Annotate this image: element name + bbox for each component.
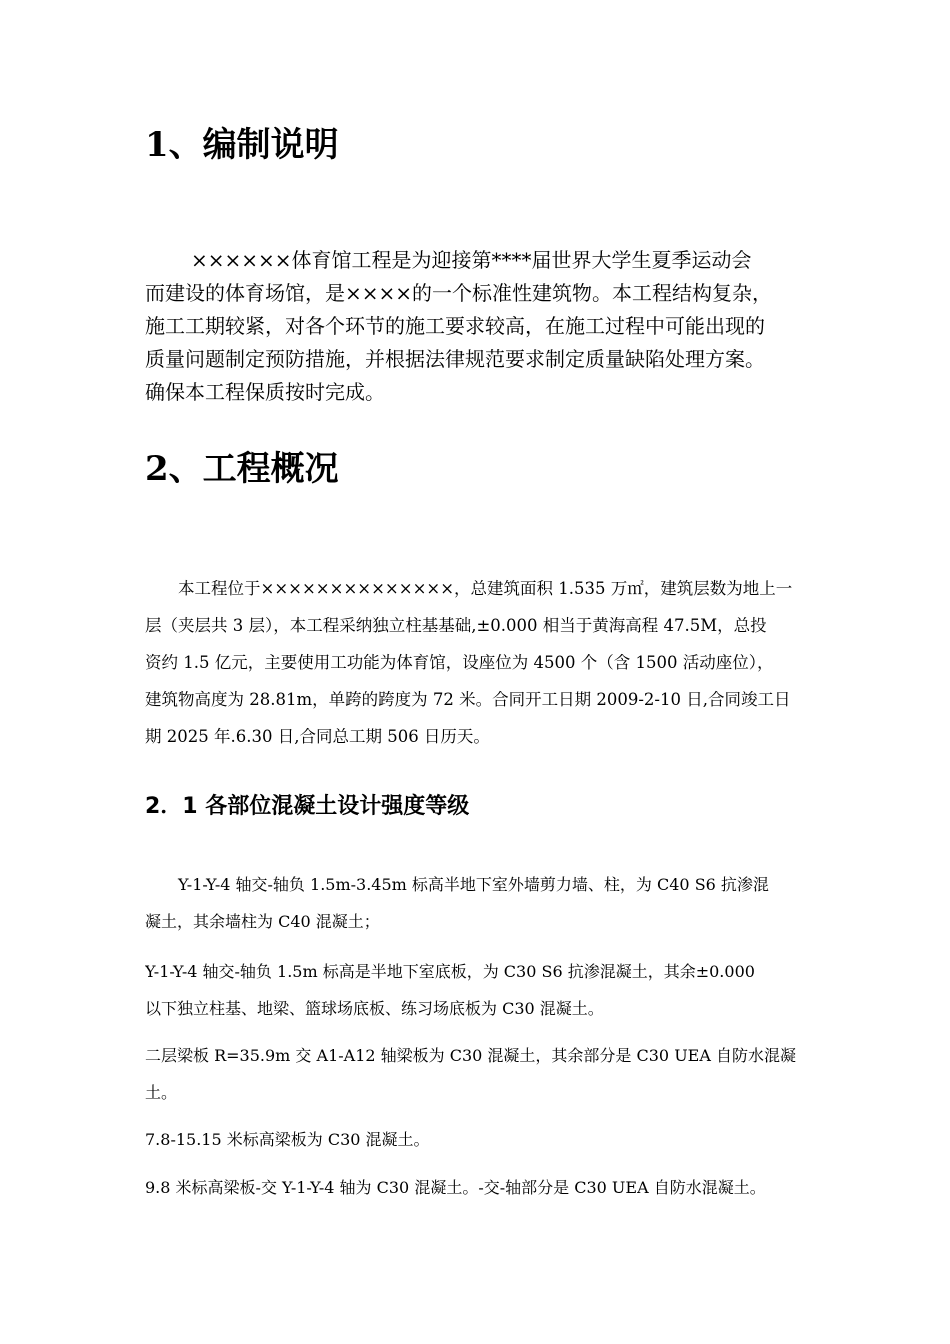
paragraph-line: 期 2025 年.6.30 日,合同总工期 506 日历天。 (145, 727, 490, 746)
paragraph-line: 以下独立柱基、地梁、篮球场底板、练习场底板为 C30 混凝土。 (145, 999, 604, 1018)
paragraph-line: 凝土，其余墙柱为 C40 混凝土； (145, 912, 380, 931)
paragraph-line: 资约 1.5 亿元，主要使用工功能为体育馆，设座位为 4500 个（含 1500 活动座位）， (145, 653, 774, 672)
spec-paragraph-5 (145, 1169, 857, 1206)
paragraph-line: 9.8 米标高梁板-交 Y-1-Y-4 轴为 C30 混凝土。-交-轴部分是 C30 UEA 自防水混凝土。 (145, 1178, 766, 1197)
spec-paragraph-3 (145, 1037, 857, 1111)
section-2-1-heading: 2．1 各部位混凝土设计强度等级 (145, 794, 470, 819)
paragraph-line: 层（夹层共 3 层），本工程采纳独立柱基基础,±0.000 相当于黄海高程 47.5M，总投 (145, 616, 767, 635)
paragraph-line: 质量问题制定预防措施，并根据法律规范要求制定质量缺陷处理方案。 (145, 347, 765, 371)
paragraph-line: 土。 (145, 1083, 178, 1102)
paragraph-line: 确保本工程保质按时完成。 (145, 380, 385, 404)
paragraph-line: 二层梁板 R=35.9m 交 A1-A12 轴梁板为 C30 混凝土，其余部分是 C30 UEA 自防水混凝 (145, 1046, 797, 1065)
spec-paragraph-2 (145, 953, 857, 1027)
paragraph-line: ××××××体育馆工程是为迎接第****届世界大学生夏季运动会 (191, 248, 752, 272)
paragraph-line: 而建设的体育场馆，是××××的一个标准性建筑物。本工程结构复杂， (145, 281, 773, 305)
section-2-paragraph (145, 570, 857, 755)
section-1-heading: 1、编制说明 (145, 125, 339, 165)
section-2-heading: 2、工程概况 (145, 449, 339, 489)
spec-paragraph-4 (145, 1121, 857, 1158)
paragraph-line: 建筑物高度为 28.81m，单跨的跨度为 72 米。合同开工日期 2009-2-10 日,合同竣工日 (145, 690, 791, 709)
section-1-paragraph (145, 244, 857, 409)
paragraph-line: 7.8-15.15 米标高梁板为 C30 混凝土。 (145, 1130, 430, 1149)
paragraph-line: Y-1-Y-4 轴交-轴负 1.5m 标高是半地下室底板，为 C30 S6 抗渗混凝土，其余±0.000 (145, 962, 755, 981)
spec-paragraph-1 (145, 866, 857, 940)
paragraph-line: 施工工期较紧，对各个环节的施工要求较高，在施工过程中可能出现的 (145, 314, 765, 338)
paragraph-line: Y-1-Y-4 轴交-轴负 1.5m-3.45m 标高半地下室外墙剪力墙、柱，为 C40 S6 抗渗混 (178, 875, 769, 894)
paragraph-line: 本工程位于××××××××××××××，总建筑面积 1.535 万㎡，建筑层数为地上一 (178, 579, 793, 598)
